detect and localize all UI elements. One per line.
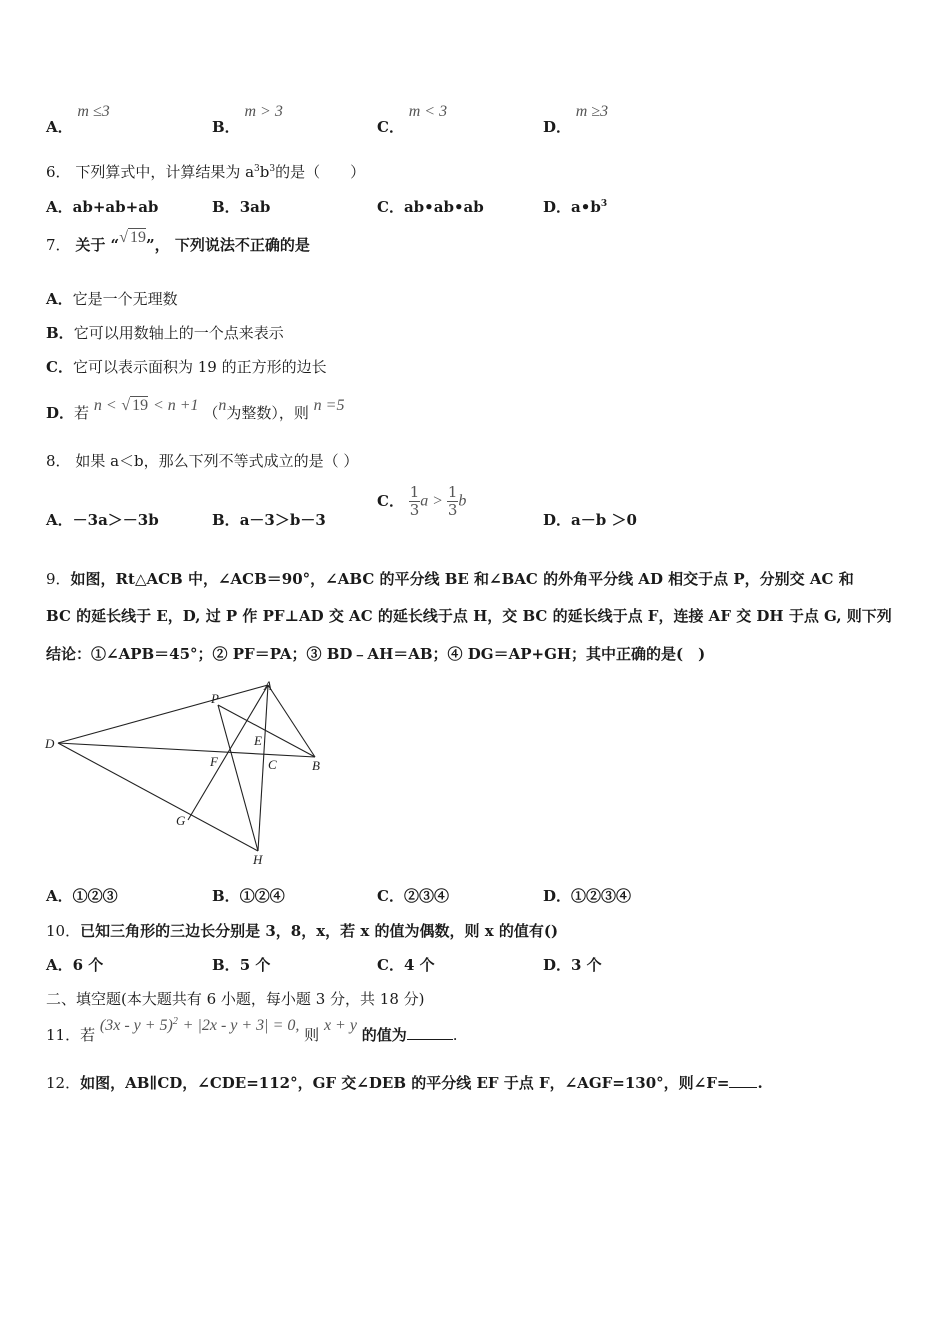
q12-stem: [46, 1072, 763, 1093]
math-result: n =5: [313, 397, 345, 414]
math-expression: (3x - y + 5): [99, 1017, 173, 1034]
option-text: ab+ab+ab: [72, 198, 159, 216]
label-F: F: [210, 754, 218, 769]
option-math: m > 3: [244, 103, 283, 120]
radicand: 19: [132, 397, 149, 414]
label-P: P: [211, 691, 219, 706]
q6-option-c: [377, 196, 484, 217]
option-text: ab•ab•ab: [403, 198, 484, 216]
q8-option-d: [543, 509, 637, 530]
line-DB: [58, 743, 315, 757]
option-text: 5 个: [239, 956, 271, 974]
option-text: 3ab: [239, 198, 271, 216]
option-letter: B．: [46, 324, 74, 342]
radicand: 19: [129, 229, 146, 246]
option-letter: A．: [46, 118, 73, 136]
question-number: 7．: [46, 236, 71, 254]
q7-option-b: [46, 322, 284, 343]
q6-option-a: [46, 196, 158, 217]
option-letter: B．: [212, 511, 240, 529]
q9-line1: [46, 568, 854, 589]
line-DA: [58, 685, 268, 743]
stem-text: 的是（ ）: [275, 163, 366, 181]
numerator: 1: [447, 483, 458, 501]
stem-text: 下列算式中，计算结果为 a: [75, 163, 255, 181]
q10-option-d: [543, 954, 602, 975]
option-letter: C．: [377, 491, 404, 510]
option-letter: B．: [212, 118, 240, 136]
option-text: 它可以用数轴上的一个点来表示: [73, 324, 284, 342]
stem-text: .: [452, 1026, 458, 1044]
option-text: a•b: [571, 198, 601, 216]
option-letter: D．: [543, 956, 572, 974]
stem-text: 关于 “: [75, 236, 120, 254]
q7-option-d: [46, 394, 345, 422]
fraction: [409, 484, 421, 519]
line-AB: [268, 685, 315, 757]
question-number: 9．: [46, 570, 71, 588]
stem-text: 已知三角形的三边长分别是 3，8，x，若 x 的值为偶数，则 x 的值有(): [80, 922, 559, 940]
fraction: [447, 484, 459, 519]
stem-text: 如果 a＜b，那么下列不等式成立的是（ ）: [75, 452, 359, 470]
question-number: 11．: [46, 1026, 81, 1044]
option-letter: A．: [46, 511, 73, 529]
math-right: < n +1: [152, 397, 199, 414]
q6-option-b: [212, 196, 270, 217]
option-letter: C．: [377, 956, 404, 974]
option-text: 3 个: [571, 956, 602, 974]
option-text: ②③④: [403, 887, 449, 905]
q10-stem: [46, 920, 558, 941]
option-math: m ≥3: [575, 103, 609, 120]
option-text: a－b ＞0: [571, 511, 637, 529]
q5-option-c: [377, 100, 448, 136]
answer-blank: [407, 1027, 453, 1040]
label-A: A: [264, 678, 272, 693]
option-text: 为整数），则: [226, 404, 309, 422]
option-letter: D．: [46, 404, 75, 422]
q8-stem: [46, 450, 358, 471]
stem-text: .: [757, 1074, 763, 1092]
stem-text: 如图，Rt△ACB 中，∠ACB＝90°，∠ABC 的平分线 BE 和∠BAC 的外角平分线 AD 相交于点 P，分别交 AC 和: [70, 570, 854, 588]
option-letter: A．: [46, 290, 73, 308]
option-text: ①②③: [72, 887, 118, 905]
option-letter: B．: [212, 956, 240, 974]
denominator: 3: [447, 501, 458, 519]
paren: （: [203, 404, 219, 422]
q8-option-b: [212, 509, 326, 530]
q5-option-a: [46, 100, 110, 136]
option-text: －3a＞－3b: [72, 511, 159, 529]
q9-geometry-figure: [40, 675, 340, 875]
question-number: 10．: [46, 922, 81, 940]
option-text: ①②④: [239, 887, 285, 905]
q10-option-c: [377, 954, 435, 975]
option-text: 4 个: [403, 956, 435, 974]
option-text: 它可以表示面积为 19 的正方形的边长: [72, 358, 327, 376]
q6-stem: [46, 161, 365, 182]
q8-option-c: [377, 484, 466, 519]
q9-option-c: [377, 885, 449, 906]
superscript: 3: [600, 199, 608, 209]
q9-option-d: [543, 885, 631, 906]
math-expression: + |2x - y + 3| = 0,: [182, 1017, 300, 1034]
label-B: B: [312, 758, 320, 773]
label-G: G: [176, 813, 186, 828]
q9-option-a: [46, 885, 118, 906]
question-number: 8．: [46, 452, 71, 470]
option-letter: A．: [46, 887, 73, 905]
stem-text: 则: [304, 1026, 320, 1044]
math-var: n: [218, 397, 227, 414]
sqrt-expression: √ 19: [121, 397, 149, 414]
stem-text: ”， 下列说法不正确的是: [145, 236, 310, 254]
q10-option-a: [46, 954, 103, 975]
stem-text: 的值为: [361, 1026, 407, 1044]
math-var: a: [420, 492, 429, 510]
option-text: 若: [74, 404, 90, 422]
numerator: 1: [409, 483, 420, 501]
label-D: D: [45, 736, 55, 751]
sqrt-expression: √ 19: [119, 229, 146, 246]
line-DH: [58, 743, 258, 851]
q10-option-b: [212, 954, 270, 975]
answer-blank: [729, 1075, 757, 1088]
option-math: m < 3: [408, 103, 448, 120]
label-H: H: [253, 852, 263, 867]
superscript: 3: [254, 164, 260, 174]
math-exponent: 2: [172, 1016, 178, 1027]
q7-option-a: [46, 288, 178, 309]
option-letter: A．: [46, 198, 73, 216]
option-text: ①②③④: [571, 887, 632, 905]
question-number: 12．: [46, 1074, 81, 1092]
stem-text: 若: [80, 1026, 96, 1044]
q9-line3: 结论：①∠APB＝45°；② PF＝PA；③ BD﹣AH＝AB；④ DG＝AP+GH；其中正确的是( ): [46, 645, 706, 663]
question-number: 6．: [46, 163, 71, 181]
superscript: 3: [269, 164, 276, 174]
option-letter: D．: [543, 118, 572, 136]
option-letter: C．: [377, 198, 404, 216]
q9-option-b: [212, 885, 285, 906]
line-AG: [188, 685, 268, 820]
option-letter: C．: [46, 358, 73, 376]
option-letter: B．: [212, 198, 240, 216]
option-math: m ≤3: [77, 103, 110, 120]
denominator: 3: [409, 501, 420, 519]
option-text: 它是一个无理数: [72, 290, 178, 308]
section-title: 二、填空题(本大题共有 6 小题，每小题 3 分，共 18 分): [46, 990, 425, 1008]
q8-option-a: [46, 509, 159, 530]
q7-option-c: [46, 356, 327, 377]
q11-stem: [46, 1014, 458, 1044]
q6-option-d: [543, 196, 607, 217]
stem-text: 如图，AB∥CD，∠CDE=112°，GF 交∠DEB 的平分线 EF 于点 F，∠AGF=130°，则∠F=: [80, 1074, 730, 1092]
line-PH: [218, 705, 258, 851]
math-var: b: [458, 492, 467, 510]
option-letter: D．: [543, 887, 572, 905]
option-text: 6 个: [72, 956, 104, 974]
math-expression: x + y: [323, 1017, 357, 1034]
option-letter: B．: [212, 887, 240, 905]
stem-text: b: [259, 163, 270, 181]
option-letter: C．: [377, 118, 404, 136]
option-letter: D．: [543, 511, 572, 529]
label-E: E: [254, 733, 262, 748]
q5-option-d: [543, 100, 609, 136]
math-operator: >: [433, 492, 443, 510]
q5-option-b: [212, 100, 283, 136]
option-letter: D．: [543, 198, 572, 216]
line-AH: [258, 685, 268, 851]
option-letter: C．: [377, 887, 404, 905]
math-left: n <: [93, 397, 117, 414]
q7-stem: [46, 229, 310, 255]
option-text: a－3＞b－3: [239, 511, 326, 529]
label-C: C: [268, 757, 277, 772]
q9-line2: BC 的延长线于 E，D, 过 P 作 PF⊥AD 交 AC 的延长线于点 H，交 BC 的延长线于点 F，连接 AF 交 DH 于点 G, 则下列: [46, 607, 892, 625]
option-letter: A．: [46, 956, 73, 974]
